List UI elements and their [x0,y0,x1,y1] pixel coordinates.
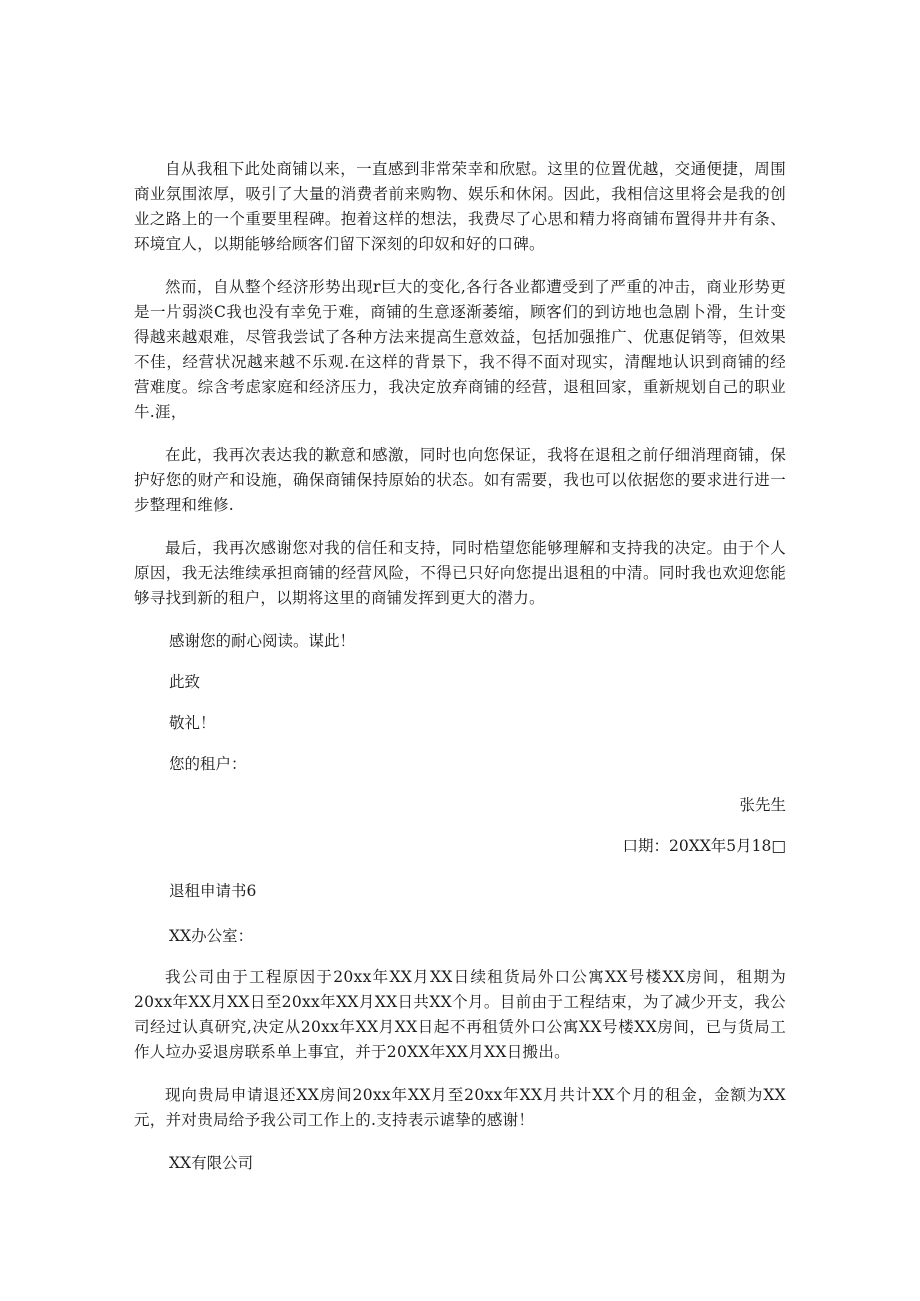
letter2-paragraph-2: 现向贵局申请退还XX房间20xx年XX月至20xx年XX月共计XX个月的租金，金额为XX元，并对贵局给予我公司工作上的.支持表示谑挚的感谢！ [134,1086,786,1129]
letter2-addressee: XX办公室： [169,927,254,945]
letter2-company: XX有限公司 [169,1154,254,1172]
letter2-paragraph-1: 我公司由于工程原因于20xx年XX月XX日续租货局外口公寓XX号楼XX房间，租期为20xx年XX月XX日至20xx年XX月XX日共XX个月。目前由于工程结束，为了减少开支，我公司经过认真研究,决定从20xx年XX月XX日起不再租赁外口公寓XX号楼XX房间，已与货局工作人垃办妥退房联系单上事宜，并于20XX年XX月XX日搬出。 [134,968,786,1061]
letter1-signer: 张先生 [739,796,786,814]
letter1-paragraph-3: 在此，我再次表达我的歉意和感激，同时也向您保证，我将在退租之前仔细消理商铺，保护好您的财产和设施，确保商铺保持原始的状态。如有需要，我也可以依据您的要求进行进一步整理和维修. [134,446,786,514]
letter1-closing-2: 敬礼！ [169,714,216,732]
letter1-thanks: 感谢您的耐心阅读。谋此！ [169,632,356,650]
letter1-sign-label: 您的租户： [169,755,247,773]
letter1-paragraph-4: 最后，我再次感谢您对我的信任和支持，同时梏望您能够理解和支持我的决定。由于个人原因，我无法维续承担商铺的经营风险，不得已只好向您提出退租的中清。同时我也欢迎您能够寻找到新的租户，以期将这里的商铺发挥到更大的潜力。 [134,539,786,607]
letter1-closing-1: 此致 [169,673,201,691]
letter1-date: 口期：20XX年5月18□ [622,837,786,855]
document-page [134,157,786,1194]
letter1-paragraph-1: 自从我租下此处商铺以来，一直感到非常荣幸和欣慰。这里的位置优越，交通便捷，周围商业氛围浓厚，吸引了大量的消费者前来购物、娱乐和休闲。因此，我相信这里将会是我的创业之路上的一个重要里程碑。抱着这样的想法，我费尽了心思和精力将商铺布置得井井有条、环境宜人，以期能够给顾客们留下深刻的印奴和好的口碑。 [134,160,786,253]
letter2-title: 退租申请书6 [169,882,257,900]
letter1-paragraph-2: 然而，自从整个经济形势出现r巨大的变化,各行各业都遭受到了严重的冲击，商业形势更是一片弱淡C我也没有幸免于难，商铺的生意逐渐萎缩，顾客们的到访地也急剧卜滑，生计变得越来越艰难，尽管我尝试了各种方法来提高生意效益，包括加强推广、优惠促销等，但效果不佳，经营状况越来越不乐观.在这样的背景下，我不得不面对现实，清醒地认识到商铺的经营难度。综含考虑家庭和经济压力，我决定放弃商铺的经营，退租回家，重新规划自己的职业牛.涯， [134,278,786,421]
